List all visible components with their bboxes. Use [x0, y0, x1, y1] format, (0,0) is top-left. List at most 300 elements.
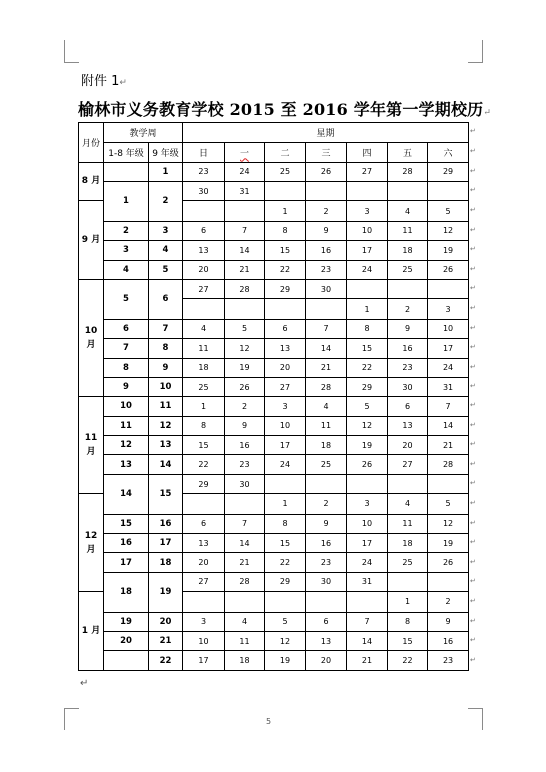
day-cell: 19 [428, 241, 469, 260]
day-cell: 24 [347, 260, 388, 279]
day-cell: 31 [347, 572, 388, 591]
day-cell: 27 [347, 162, 388, 181]
day-cell: 8 [183, 416, 225, 435]
day-cell: 24 [347, 553, 388, 572]
table-row [79, 279, 469, 298]
table-row [79, 474, 469, 493]
row-end-mark: ↵ [470, 186, 476, 195]
row-end-mark: ↵ [470, 284, 476, 293]
day-cell: 21 [306, 358, 347, 377]
annex-label: 附件 1↵ [81, 74, 127, 89]
day-cell: 1 [265, 494, 306, 514]
day-cell: 28 [388, 162, 428, 181]
day-cell: 2 [306, 494, 347, 514]
month-column-header: 月份 [79, 123, 104, 163]
week-grade-9-cell: 4 [149, 241, 183, 260]
day-cell: 2 [388, 299, 428, 319]
day-cell [183, 592, 225, 612]
row-end-mark: ↵ [470, 538, 476, 547]
row-end-mark: ↵ [470, 382, 476, 391]
week-grade-9-cell: 2 [149, 181, 183, 221]
weekday-header: 二 [265, 142, 306, 162]
row-end-mark: ↵ [470, 147, 476, 156]
day-cell: 26 [347, 455, 388, 474]
day-cell: 25 [183, 377, 225, 396]
weekday-header: 四 [347, 142, 388, 162]
week-grade-9-header: 9 年级 [149, 142, 183, 162]
day-cell: 27 [183, 572, 225, 591]
week-grade-1-8-cell: 2 [104, 221, 149, 240]
day-cell: 18 [388, 534, 428, 553]
row-end-mark: ↵ [470, 225, 476, 234]
day-cell: 7 [428, 397, 469, 416]
day-cell: 6 [306, 612, 347, 631]
day-cell: 13 [183, 534, 225, 553]
page-number: 5 [266, 717, 272, 726]
teaching-week-header: 教学周 [104, 123, 183, 143]
day-cell: 21 [428, 436, 469, 455]
day-cell: 30 [388, 377, 428, 396]
day-cell [265, 299, 306, 319]
week-grade-9-cell: 9 [149, 358, 183, 377]
day-cell [388, 279, 428, 298]
day-cell: 15 [265, 534, 306, 553]
table-row [79, 339, 469, 358]
row-end-mark: ↵ [470, 636, 476, 645]
week-grade-1-8-cell [104, 651, 149, 670]
weekday-header: 三 [306, 142, 347, 162]
day-cell: 4 [306, 397, 347, 416]
day-cell [225, 592, 265, 612]
table-row [79, 162, 469, 181]
day-cell [183, 494, 225, 514]
week-grade-9-cell: 16 [149, 514, 183, 533]
row-end-mark: ↵ [470, 518, 476, 527]
day-cell: 9 [306, 221, 347, 240]
day-cell: 18 [183, 358, 225, 377]
day-cell: 11 [183, 339, 225, 358]
table-row [79, 181, 469, 200]
row-end-mark: ↵ [470, 323, 476, 332]
day-cell [388, 181, 428, 200]
table-row [79, 221, 469, 240]
week-grade-9-cell: 5 [149, 260, 183, 279]
day-cell: 19 [225, 358, 265, 377]
day-cell: 3 [265, 397, 306, 416]
day-cell: 1 [347, 299, 388, 319]
month-cell: 8 月 [79, 162, 104, 201]
page-title: 榆林市义务教育学校 2015 至 2016 学年第一学期校历↵ [78, 100, 492, 119]
day-cell: 20 [306, 651, 347, 670]
day-cell: 11 [388, 514, 428, 533]
day-cell: 27 [265, 377, 306, 396]
day-cell: 28 [306, 377, 347, 396]
row-end-mark: ↵ [470, 459, 476, 468]
spellcheck-underline: 一 [240, 148, 250, 159]
week-grade-1-8-cell: 10 [104, 397, 149, 416]
day-cell: 8 [265, 221, 306, 240]
week-grade-1-8-cell: 17 [104, 553, 149, 572]
day-cell: 17 [347, 534, 388, 553]
day-cell: 23 [428, 651, 469, 670]
day-cell: 18 [388, 241, 428, 260]
table-row [79, 534, 469, 553]
day-cell: 23 [183, 162, 225, 181]
day-cell: 16 [306, 534, 347, 553]
week-grade-1-8-cell: 5 [104, 279, 149, 319]
day-cell: 6 [183, 514, 225, 533]
day-cell [265, 592, 306, 612]
day-cell: 12 [225, 339, 265, 358]
day-cell: 19 [265, 651, 306, 670]
week-grade-9-cell: 18 [149, 553, 183, 572]
day-cell: 14 [428, 416, 469, 435]
day-cell: 22 [265, 553, 306, 572]
day-cell: 16 [306, 241, 347, 260]
day-cell: 28 [225, 572, 265, 591]
table-row [79, 416, 469, 435]
day-cell: 11 [306, 416, 347, 435]
crop-mark [468, 708, 483, 709]
day-cell: 15 [183, 436, 225, 455]
week-grade-9-cell: 22 [149, 651, 183, 670]
week-grade-9-cell: 13 [149, 436, 183, 455]
week-grade-1-8-cell: 4 [104, 260, 149, 279]
day-cell: 21 [225, 553, 265, 572]
day-cell: 23 [225, 455, 265, 474]
day-cell: 8 [347, 319, 388, 338]
week-grade-1-8-cell: 6 [104, 319, 149, 338]
day-cell [428, 279, 469, 298]
day-cell: 26 [428, 260, 469, 279]
table-row [79, 455, 469, 474]
table-row [79, 241, 469, 260]
day-cell: 30 [306, 572, 347, 591]
paragraph-mark: ↵ [119, 78, 127, 88]
day-cell: 7 [306, 319, 347, 338]
week-grade-1-8-cell [104, 162, 149, 181]
month-cell: 12 月 [79, 494, 104, 592]
day-cell: 16 [388, 339, 428, 358]
day-cell: 2 [306, 201, 347, 221]
week-grade-9-cell: 12 [149, 416, 183, 435]
day-cell: 6 [183, 221, 225, 240]
day-cell: 24 [265, 455, 306, 474]
week-grade-1-8-cell: 1 [104, 181, 149, 221]
day-cell: 5 [265, 612, 306, 631]
table-row [79, 260, 469, 279]
day-cell: 9 [225, 416, 265, 435]
week-grade-9-cell: 21 [149, 631, 183, 650]
day-cell: 30 [183, 181, 225, 200]
day-cell: 14 [347, 631, 388, 650]
row-end-mark: ↵ [470, 576, 476, 585]
day-cell: 12 [265, 631, 306, 650]
crop-mark [64, 40, 65, 62]
day-cell: 2 [428, 592, 469, 612]
week-grade-9-cell: 6 [149, 279, 183, 319]
day-cell: 22 [347, 358, 388, 377]
row-end-mark: ↵ [470, 166, 476, 175]
week-grade-9-cell: 14 [149, 455, 183, 474]
day-cell: 13 [306, 631, 347, 650]
week-grade-1-8-cell: 3 [104, 241, 149, 260]
day-cell: 9 [388, 319, 428, 338]
crop-mark [482, 40, 483, 62]
row-end-mark: ↵ [470, 304, 476, 313]
day-cell: 30 [225, 474, 265, 493]
row-end-mark: ↵ [470, 127, 476, 136]
row-end-mark: ↵ [470, 655, 476, 664]
day-cell: 20 [265, 358, 306, 377]
table-row [79, 377, 469, 396]
day-cell: 12 [347, 416, 388, 435]
day-cell: 6 [265, 319, 306, 338]
day-cell: 22 [265, 260, 306, 279]
day-cell: 15 [265, 241, 306, 260]
day-cell: 29 [347, 377, 388, 396]
day-cell [183, 201, 225, 221]
day-cell: 27 [183, 279, 225, 298]
day-cell: 20 [388, 436, 428, 455]
day-cell: 4 [388, 494, 428, 514]
table-row [79, 514, 469, 533]
table-row [79, 572, 469, 591]
day-cell: 16 [428, 631, 469, 650]
day-cell [347, 181, 388, 200]
day-cell: 24 [428, 358, 469, 377]
day-cell: 23 [306, 553, 347, 572]
row-end-mark: ↵ [470, 245, 476, 254]
day-cell [306, 181, 347, 200]
row-end-mark: ↵ [470, 401, 476, 410]
row-end-mark: ↵ [470, 420, 476, 429]
day-cell: 19 [347, 436, 388, 455]
month-cell: 1 月 [79, 592, 104, 671]
day-cell: 20 [183, 553, 225, 572]
day-cell: 17 [183, 651, 225, 670]
day-cell: 15 [388, 631, 428, 650]
paragraph-mark: ↵ [483, 108, 492, 118]
weekday-header: 五 [388, 142, 428, 162]
paragraph-mark: ↵ [80, 678, 89, 689]
day-cell: 2 [225, 397, 265, 416]
day-cell: 10 [347, 221, 388, 240]
day-cell [265, 181, 306, 200]
day-cell: 3 [428, 299, 469, 319]
day-cell: 13 [388, 416, 428, 435]
day-cell: 30 [306, 279, 347, 298]
day-cell: 11 [388, 221, 428, 240]
week-grade-1-8-header: 1-8 年级 [104, 142, 149, 162]
day-cell: 20 [183, 260, 225, 279]
day-cell: 22 [388, 651, 428, 670]
day-cell: 4 [183, 319, 225, 338]
day-cell [265, 474, 306, 493]
table-row [79, 436, 469, 455]
crop-mark [482, 708, 483, 730]
week-grade-1-8-cell: 9 [104, 377, 149, 396]
day-cell: 3 [183, 612, 225, 631]
week-grade-1-8-cell: 12 [104, 436, 149, 455]
day-cell [428, 572, 469, 591]
day-cell: 10 [347, 514, 388, 533]
day-cell: 10 [428, 319, 469, 338]
day-cell: 29 [265, 572, 306, 591]
day-cell: 28 [428, 455, 469, 474]
week-grade-1-8-cell: 8 [104, 358, 149, 377]
week-grade-1-8-cell: 20 [104, 631, 149, 650]
weekday-group-header: 星期 [183, 123, 469, 143]
week-grade-1-8-cell: 13 [104, 455, 149, 474]
day-cell: 13 [265, 339, 306, 358]
row-end-mark: ↵ [470, 596, 476, 605]
week-grade-1-8-cell: 7 [104, 339, 149, 358]
day-cell: 16 [225, 436, 265, 455]
day-cell: 4 [388, 201, 428, 221]
table-row [79, 397, 469, 416]
day-cell [428, 474, 469, 493]
day-cell: 18 [225, 651, 265, 670]
day-cell: 12 [428, 514, 469, 533]
row-end-mark: ↵ [470, 206, 476, 215]
weekday-header: 六 [428, 142, 469, 162]
day-cell: 28 [225, 279, 265, 298]
day-cell: 9 [306, 514, 347, 533]
day-cell [347, 279, 388, 298]
week-grade-9-cell: 19 [149, 572, 183, 612]
day-cell [347, 592, 388, 612]
week-grade-9-cell: 11 [149, 397, 183, 416]
day-cell: 29 [428, 162, 469, 181]
day-cell: 26 [225, 377, 265, 396]
day-cell: 25 [265, 162, 306, 181]
day-cell: 9 [428, 612, 469, 631]
week-grade-1-8-cell: 18 [104, 572, 149, 612]
weekday-header [225, 142, 265, 162]
row-end-mark: ↵ [470, 343, 476, 352]
day-cell [347, 474, 388, 493]
week-grade-9-cell: 3 [149, 221, 183, 240]
row-end-mark: ↵ [470, 479, 476, 488]
day-cell: 22 [183, 455, 225, 474]
row-end-mark: ↵ [470, 362, 476, 371]
day-cell: 26 [306, 162, 347, 181]
day-cell: 21 [347, 651, 388, 670]
day-cell: 7 [225, 514, 265, 533]
week-grade-1-8-cell: 19 [104, 612, 149, 631]
day-cell: 12 [428, 221, 469, 240]
day-cell: 5 [347, 397, 388, 416]
day-cell [183, 299, 225, 319]
day-cell: 25 [388, 260, 428, 279]
day-cell: 5 [225, 319, 265, 338]
day-cell: 4 [225, 612, 265, 631]
week-grade-9-cell: 10 [149, 377, 183, 396]
day-cell: 13 [183, 241, 225, 260]
table-row [79, 553, 469, 572]
month-cell: 9 月 [79, 201, 104, 280]
day-cell: 1 [265, 201, 306, 221]
day-cell: 19 [428, 534, 469, 553]
day-cell: 8 [265, 514, 306, 533]
week-grade-9-cell: 17 [149, 534, 183, 553]
week-grade-9-cell: 1 [149, 162, 183, 181]
day-cell: 17 [347, 241, 388, 260]
crop-mark [64, 708, 79, 709]
week-grade-1-8-cell: 11 [104, 416, 149, 435]
day-cell: 8 [388, 612, 428, 631]
row-end-mark: ↵ [470, 557, 476, 566]
day-cell: 24 [225, 162, 265, 181]
table-row [79, 319, 469, 338]
month-cell: 11 月 [79, 397, 104, 494]
day-cell: 1 [183, 397, 225, 416]
day-cell: 11 [225, 631, 265, 650]
weekday-header: 日 [183, 142, 225, 162]
row-end-mark: ↵ [470, 440, 476, 449]
week-grade-1-8-cell: 15 [104, 514, 149, 533]
day-cell [428, 181, 469, 200]
month-cell: 10 月 [79, 279, 104, 396]
day-cell: 6 [388, 397, 428, 416]
table-row [79, 651, 469, 670]
day-cell: 7 [225, 221, 265, 240]
day-cell: 10 [265, 416, 306, 435]
school-calendar-table [78, 122, 469, 671]
day-cell: 1 [388, 592, 428, 612]
day-cell: 14 [225, 241, 265, 260]
day-cell: 14 [306, 339, 347, 358]
week-grade-9-cell: 15 [149, 474, 183, 514]
day-cell: 25 [306, 455, 347, 474]
day-cell [225, 494, 265, 514]
day-cell [225, 299, 265, 319]
week-grade-9-cell: 7 [149, 319, 183, 338]
day-cell: 27 [388, 455, 428, 474]
day-cell [225, 201, 265, 221]
table-row [79, 631, 469, 650]
day-cell [306, 474, 347, 493]
crop-mark [468, 62, 483, 63]
day-cell [306, 592, 347, 612]
day-cell [306, 299, 347, 319]
crop-mark [64, 708, 65, 730]
week-grade-9-cell: 8 [149, 339, 183, 358]
day-cell: 31 [225, 181, 265, 200]
day-cell: 31 [428, 377, 469, 396]
day-cell: 21 [225, 260, 265, 279]
row-end-mark: ↵ [470, 498, 476, 507]
day-cell [388, 572, 428, 591]
day-cell [388, 474, 428, 493]
week-grade-1-8-cell: 16 [104, 534, 149, 553]
day-cell: 25 [388, 553, 428, 572]
day-cell: 5 [428, 201, 469, 221]
row-end-mark: ↵ [470, 264, 476, 273]
table-row [79, 358, 469, 377]
day-cell: 15 [347, 339, 388, 358]
day-cell: 23 [306, 260, 347, 279]
day-cell: 3 [347, 494, 388, 514]
day-cell: 23 [388, 358, 428, 377]
day-cell: 26 [428, 553, 469, 572]
crop-mark [64, 62, 79, 63]
week-grade-1-8-cell: 14 [104, 474, 149, 514]
day-cell: 29 [183, 474, 225, 493]
day-cell: 17 [265, 436, 306, 455]
day-cell: 10 [183, 631, 225, 650]
